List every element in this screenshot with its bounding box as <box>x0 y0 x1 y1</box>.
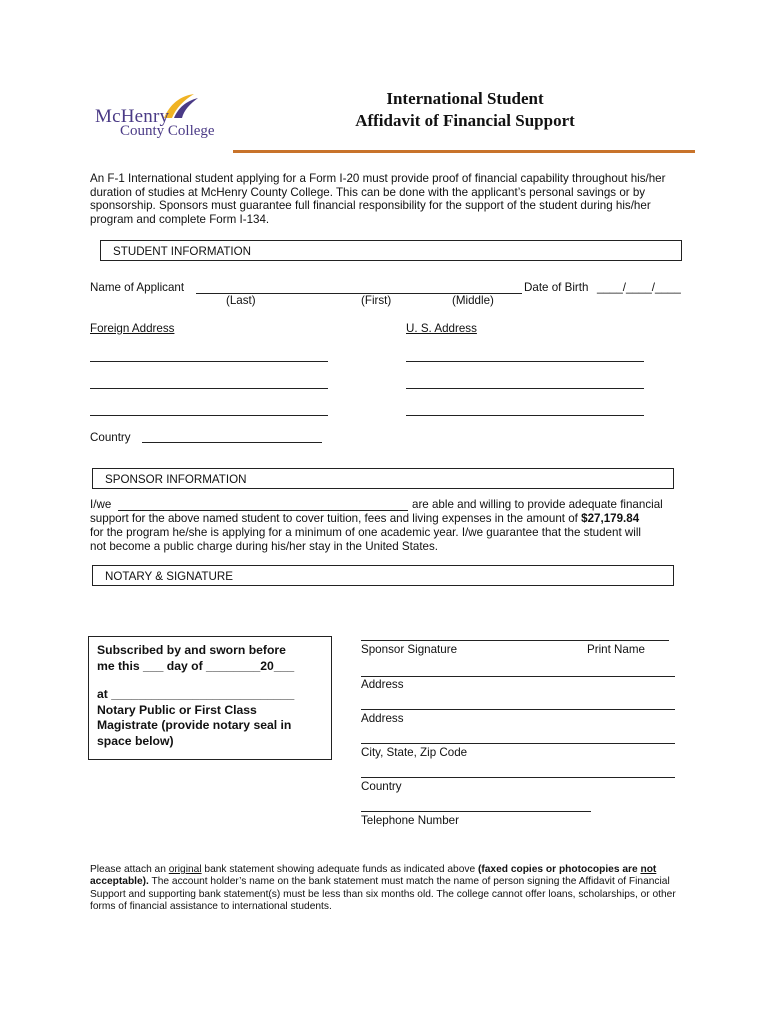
name-sub-last: (Last) <box>226 294 256 307</box>
us-address-line-3[interactable] <box>406 415 644 416</box>
sponsor-iwe-label: I/we <box>90 498 112 511</box>
sponsor-name-field[interactable] <box>118 510 408 511</box>
notary-line-1: Subscribed by and sworn before <box>97 643 286 657</box>
notary-line-2: me this ___ day of ________20___ <box>97 658 295 673</box>
title-divider <box>233 150 695 153</box>
intro-paragraph: An F-1 International student applying for a Form I-20 must provide proof of financial capability throughout his/her duration of studies at McHenry County College. This can be done with the applicant’s personal savings or by sponsorship. Sponsors must guarantee full financial responsibility for the support of the student during his/her program and complete Form I-134. <box>90 172 666 226</box>
signature-country-field[interactable] <box>361 777 675 778</box>
sponsor-text-3: for the program he/she is applying for a minimum of one academic year. I/we guarantee that the student will <box>90 526 641 539</box>
logo-text-county-college: County College <box>120 123 215 139</box>
country-field[interactable] <box>142 442 322 443</box>
sponsor-amount: $27,179.84 <box>581 512 640 525</box>
foreign-address-label: Foreign Address <box>90 322 175 335</box>
notary-signature-header: NOTARY & SIGNATURE <box>92 565 674 586</box>
foreign-address-line-3[interactable] <box>90 415 328 416</box>
us-address-line-2[interactable] <box>406 388 644 389</box>
address-field-2[interactable] <box>361 709 675 710</box>
country-label: Country <box>90 431 131 444</box>
student-information-header: STUDENT INFORMATION <box>100 240 682 261</box>
sponsor-information-header: SPONSOR INFORMATION <box>92 468 674 489</box>
print-name-label: Print Name <box>587 643 645 656</box>
sponsor-text-1: are able and willing to provide adequate financial <box>412 498 663 511</box>
sponsor-signature-label: Sponsor Signature <box>361 643 458 656</box>
notary-box <box>88 636 332 760</box>
city-state-zip-label: City, State, Zip Code <box>361 746 468 759</box>
notary-line-3: at ___________________________ <box>97 687 295 701</box>
address-label-2: Address <box>361 712 404 725</box>
footer-note: Please attach an original bank statement showing adequate funds as indicated above (faxed copies or photocopies are not acceptable). The account holder’s name on the bank statement must match the name of person signing the Affidavit of Financial Support and supporting bank statement(s) must be less than six months old. The college cannot offer loans, scholarships, or other forms of financial assistance to international students. <box>90 864 676 913</box>
city-state-zip-field[interactable] <box>361 743 675 744</box>
name-sub-middle: (Middle) <box>452 294 494 307</box>
address-label-1: Address <box>361 678 404 691</box>
sponsor-text-2: support for the above named student to cover tuition, fees and living expenses in the amount of $27,179.84 <box>90 512 640 525</box>
foreign-address-line-1[interactable] <box>90 361 328 362</box>
us-address-label: U. S. Address <box>406 322 477 335</box>
name-of-applicant-label: Name of Applicant <box>90 281 185 294</box>
signature-country-label: Country <box>361 780 402 793</box>
date-of-birth-label: Date of Birth <box>524 281 589 294</box>
footer-not: not <box>640 864 657 875</box>
sponsor-text-4: not become a public charge during his/her stay in the United States. <box>90 540 439 553</box>
notary-line-6: space below) <box>97 733 174 748</box>
address-field-1[interactable] <box>361 676 675 677</box>
sponsor-signature-field[interactable] <box>361 640 669 641</box>
telephone-label: Telephone Number <box>361 814 459 827</box>
name-sub-first: (First) <box>361 294 392 307</box>
title-line-2: Affidavit of Financial Support <box>355 111 575 130</box>
date-of-birth-field[interactable]: ____/____/____ <box>597 281 681 294</box>
us-address-line-1[interactable] <box>406 361 644 362</box>
foreign-address-line-2[interactable] <box>90 388 328 389</box>
notary-line-4: Notary Public or First Class <box>97 702 257 717</box>
telephone-field[interactable] <box>361 811 591 812</box>
title-line-1: International Student <box>386 89 544 108</box>
notary-line-5: Magistrate (provide notary seal in <box>97 718 292 732</box>
footer-original: original <box>168 864 202 875</box>
logo-text-mchenry: McHenry <box>95 106 170 127</box>
